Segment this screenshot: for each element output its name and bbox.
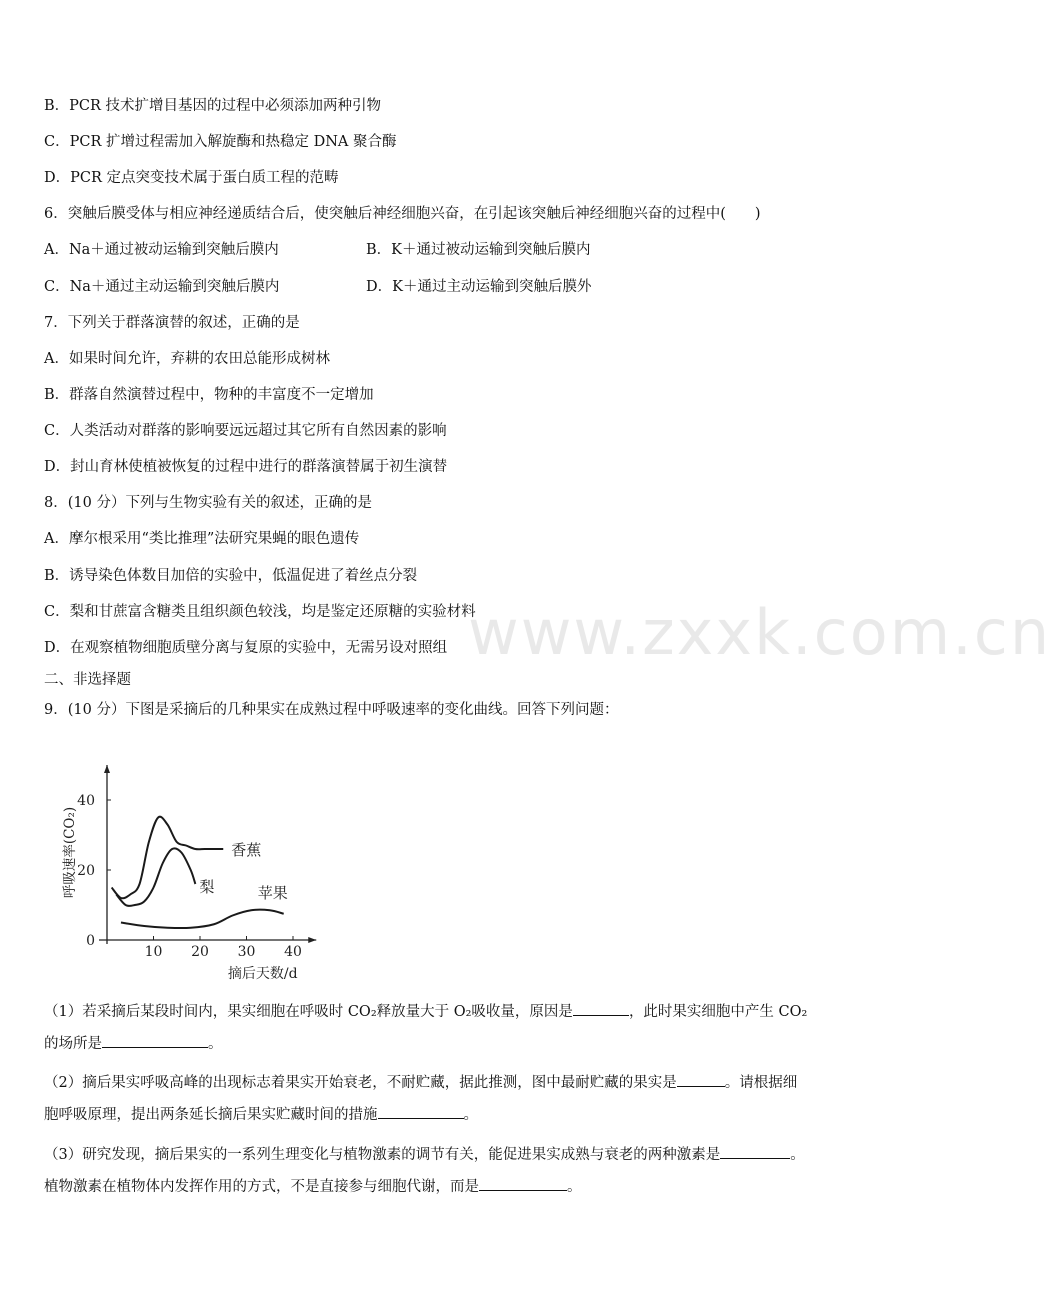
x-axis-arrow xyxy=(308,937,316,943)
q9-part3-text-c: 植物激素在植物体内发挥作用的方式，不是直接参与细胞代谢，而是 xyxy=(44,1179,479,1195)
series-line-1 xyxy=(116,848,195,906)
q9-part3-text-b: 。 xyxy=(790,1147,805,1163)
q9-part2-text-d: 。 xyxy=(463,1107,478,1123)
q5-option-c: C．PCR 扩增过程需加入解旋酶和热稳定 DNA 聚合酶 xyxy=(44,134,397,150)
q9-part3-text-d: 。 xyxy=(567,1179,582,1195)
q6-option-b: B．K＋通过被动运输到突触后膜内 xyxy=(366,242,591,258)
y-axis-arrow xyxy=(104,765,110,773)
x-tick-label: 30 xyxy=(237,944,256,960)
q6-option-a: A．Na＋通过被动运输到突触后膜内 xyxy=(44,242,279,258)
section-heading: 二、非选择题 xyxy=(44,672,131,688)
y-tick-label: 0 xyxy=(86,933,95,949)
q9-part1-text-d: 。 xyxy=(208,1036,223,1052)
watermark: www.zxxk.com.cn xyxy=(468,596,1051,669)
answer-blank[interactable] xyxy=(378,1104,464,1119)
q6-stem: 6．突触后膜受体与相应神经递质结合后，使突触后神经细胞兴奋，在引起该突触后神经细胞兴奋的过程中( ) xyxy=(44,206,761,222)
q9-part2-text-c: 胞呼吸原理，提出两条延长摘后果实贮藏时间的措施 xyxy=(44,1107,378,1123)
q7-option-a: A．如果时间允许，弃耕的农田总能形成树林 xyxy=(44,351,330,367)
q7-stem: 7．下列关于群落演替的叙述，正确的是 xyxy=(44,315,300,331)
y-axis-label: 呼吸速率(CO₂) xyxy=(62,806,78,899)
answer-blank[interactable] xyxy=(479,1176,567,1191)
answer-blank[interactable] xyxy=(720,1144,790,1159)
answer-blank[interactable] xyxy=(677,1072,725,1087)
q5-option-d: D．PCR 定点突变技术属于蛋白质工程的范畴 xyxy=(44,170,339,186)
x-tick-label: 20 xyxy=(191,944,209,960)
y-tick-label: 20 xyxy=(77,863,95,879)
q9-part2-text-a: （2）摘后果实呼吸高峰的出现标志着果实开始衰老，不耐贮藏，据此推测，图中最耐贮藏的果实是 xyxy=(44,1075,677,1091)
series-label-0: 香蕉 xyxy=(231,841,262,859)
q9-part3-text-a: （3）研究发现，摘后果实的一系列生理变化与植物激素的调节有关，能促进果实成熟与衰老的两种激素是 xyxy=(44,1147,721,1163)
answer-blank[interactable] xyxy=(573,1001,629,1016)
q7-option-b: B．群落自然演替过程中，物种的丰富度不一定增加 xyxy=(44,387,374,403)
series-label-1: 梨 xyxy=(199,878,215,896)
q9-part1-text-b: ，此时果实细胞中产生 CO₂ xyxy=(628,1004,808,1020)
q7-option-d: D．封山育林使植被恢复的过程中进行的群落演替属于初生演替 xyxy=(44,459,448,475)
q7-option-c: C．人类活动对群落的影响要远远超过其它所有自然因素的影响 xyxy=(44,423,447,439)
q6-option-c: C．Na＋通过主动运输到突触后膜内 xyxy=(44,279,280,295)
q8-option-b: B．诱导染色体数目加倍的实验中，低温促进了着丝点分裂 xyxy=(44,568,418,584)
q6-option-d: D．K＋通过主动运输到突触后膜外 xyxy=(366,279,592,295)
y-tick-label: 40 xyxy=(77,793,95,809)
q9-part1-text-c: 的场所是 xyxy=(44,1036,102,1052)
q9-part3 xyxy=(44,1139,880,1203)
x-axis-label: 摘后天数/d xyxy=(227,966,298,982)
x-tick-label: 40 xyxy=(284,944,302,960)
q9-stem: 9．(10 分）下图是采摘后的几种果实在成熟过程中呼吸速率的变化曲线。回答下列问题： xyxy=(44,702,619,718)
q5-option-b: B．PCR 技术扩增目基因的过程中必须添加两种引物 xyxy=(44,98,382,114)
series-line-2 xyxy=(121,910,284,928)
q9-part1 xyxy=(44,996,880,1060)
q9-part1-text-a: （1）若采摘后某段时间内，果实细胞在呼吸时 CO₂释放量大于 O₂吸收量，原因是 xyxy=(44,1004,573,1020)
q8-option-d: D．在观察植物细胞质壁分离与复原的实验中，无需另设对照组 xyxy=(44,640,448,656)
q9-part2-text-b: 。请根据细 xyxy=(724,1075,798,1091)
q8-option-c: C．梨和甘蔗富含糖类且组织颜色较浅，均是鉴定还原糖的实验材料 xyxy=(44,604,476,620)
q9-part2 xyxy=(44,1067,880,1131)
answer-blank[interactable] xyxy=(102,1033,208,1048)
respiration-rate-chart xyxy=(56,750,356,982)
series-label-2: 苹果 xyxy=(257,883,288,902)
q8-stem: 8．(10 分）下列与生物实验有关的叙述，正确的是 xyxy=(44,495,372,511)
x-tick-label: 10 xyxy=(144,944,163,960)
q8-option-a: A．摩尔根采用“类比推理”法研究果蝇的眼色遗传 xyxy=(44,531,360,547)
